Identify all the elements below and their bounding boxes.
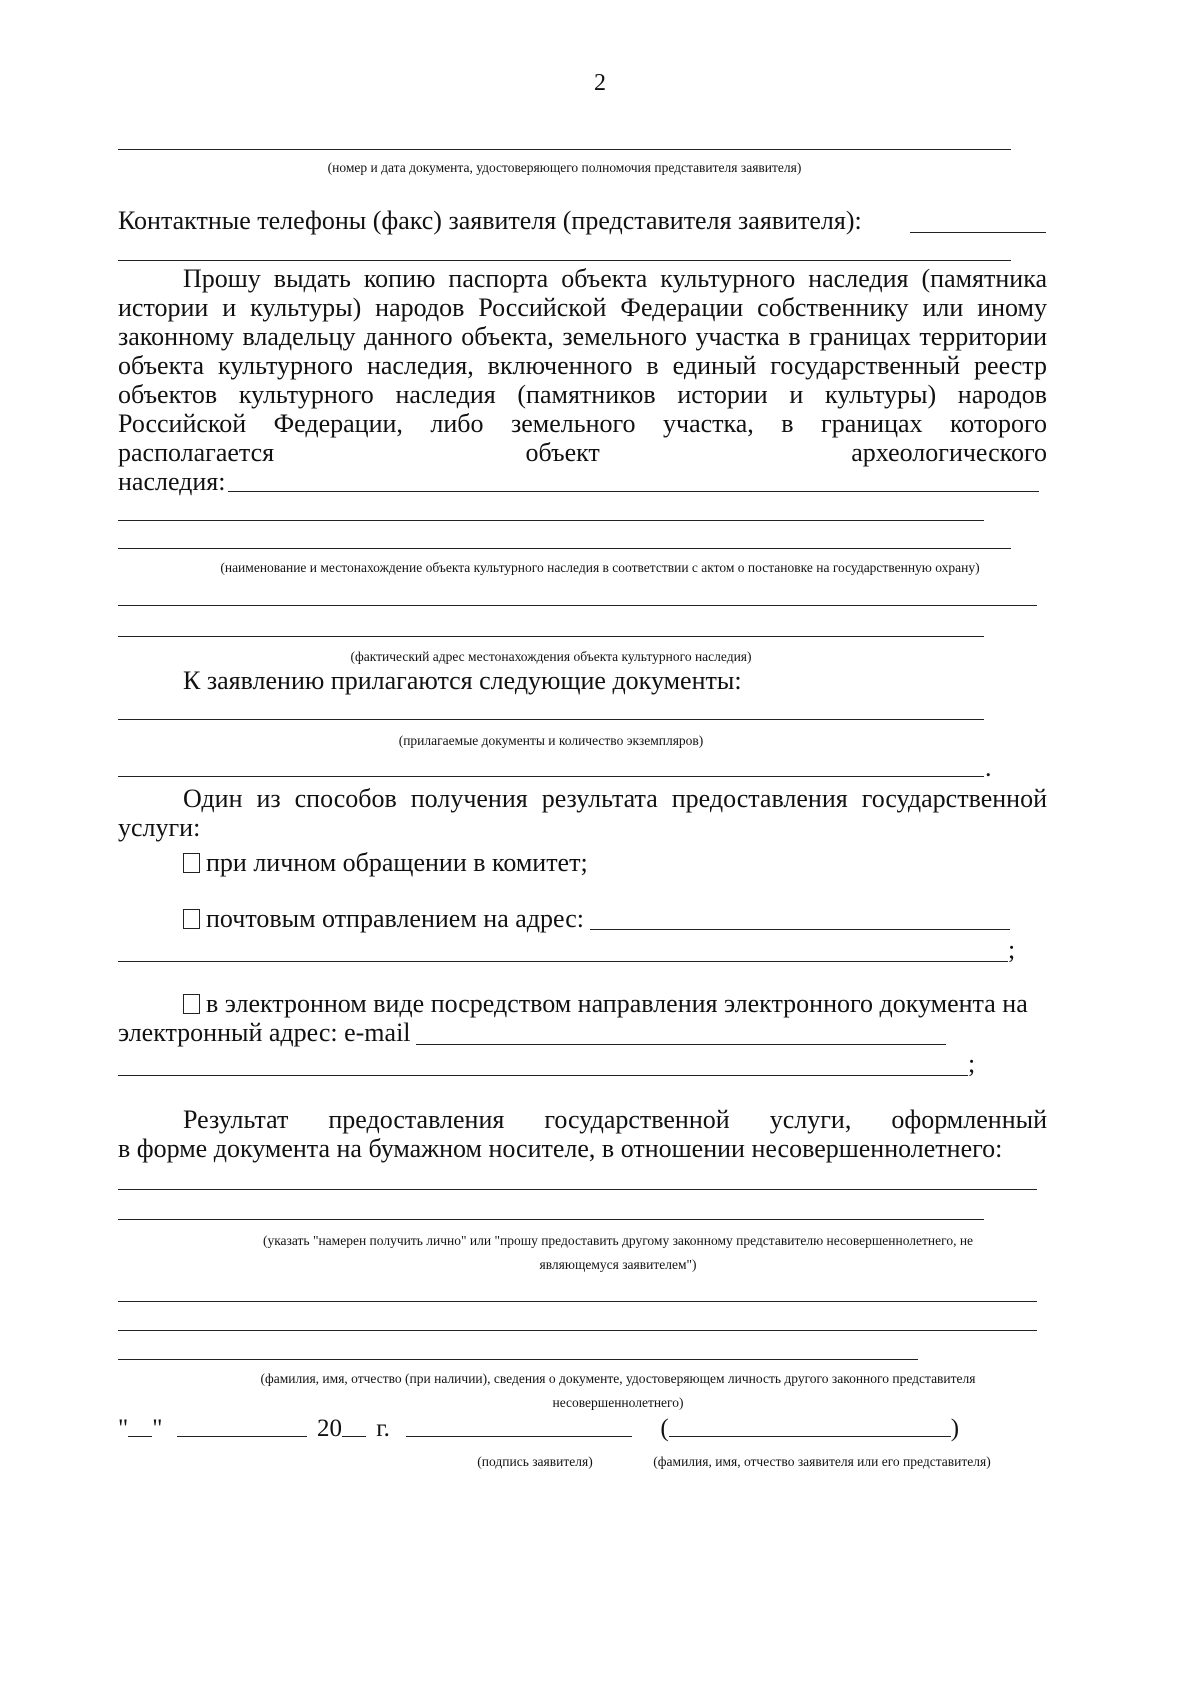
result-line-2: в форме документа на бумажном носителе, в отношении несовершеннолетнего: [118,1134,1003,1163]
caption-attachments: (прилагаемые документы и количество экземпляров) [398,733,704,748]
caption-actual-address: (фактический адрес местонахождения объекта культурного наследия) [350,649,752,664]
method-line-1: Один из способов получения результата предоставления государственной [183,784,1047,813]
fio-line-3[interactable] [118,1359,918,1360]
option-personal-label: при личном обращении в комитет; [206,848,588,877]
caption-fio-1: (фамилия, имя, отчество (при наличии), сведения о документе, удостоверяющем личность другого законного представителя [260,1371,976,1386]
date-day-field[interactable] [128,1414,152,1437]
heritage-line-2[interactable] [118,520,984,521]
attachments-line[interactable] [118,719,984,720]
caption-result-1: (указать "намерен получить лично" или "прошу предоставить другому законному представителю несовершеннолетнего, не [262,1233,974,1248]
option-electronic[interactable] [183,988,1028,1019]
email-line-1[interactable] [416,1044,946,1045]
option-personal[interactable] [183,847,588,878]
request-line-1: Прошу выдать копию паспорта объекта культурного наследия (памятника [183,264,1047,293]
rep-doc-line[interactable] [118,149,1011,150]
address-line-1[interactable] [118,605,1037,606]
caption-fio-2: несовершеннолетнего) [552,1395,684,1410]
email-semicolon: ; [968,1049,976,1078]
option-post-label: почтовым отправлением на адрес: [206,904,584,933]
date-year-field[interactable] [342,1414,366,1437]
post-address-line-2[interactable] [118,961,1008,962]
method-line-2: услуги: [118,813,201,842]
request-line-5: объектов культурного наследия (памятников истории и культуры) народов [118,380,1047,409]
checkbox-post[interactable] [183,909,200,929]
contacts-label: Контактные телефоны (факс) заявителя (представителя заявителя): [118,206,862,235]
request-line-2: истории и культуры) народов Российской Федерации собственнику или иному [118,293,1047,322]
caption-signer-name: (фамилия, имя, отчество заявителя или его представителя) [653,1454,991,1469]
paren-open: ( [660,1415,669,1442]
caption-result-2: являющемуся заявителем") [539,1257,697,1272]
option-post[interactable] [183,903,584,934]
date-quote-close: " [152,1415,163,1442]
caption-signature: (подпись заявителя) [477,1454,593,1469]
heritage-line-1[interactable] [228,491,1039,492]
option-electronic-line-2: электронный адрес: e-mail [118,1018,411,1047]
request-line-4: объекта культурного наследия, включенного в единый государственный реестр [118,351,1047,380]
fio-line-2[interactable] [118,1330,1037,1331]
signer-name-field[interactable] [669,1414,951,1437]
fio-line-1[interactable] [118,1301,1037,1302]
page-number: 2 [594,70,606,96]
date-signature-row [118,1413,959,1444]
attachments-period: . [985,753,992,782]
caption-rep-doc: (номер и дата документа, удостоверяющего полномочия представителя заявителя) [327,160,802,175]
option-electronic-label: в электронном виде посредством направления электронного документа на [206,989,1028,1018]
checkbox-personal[interactable] [183,853,200,873]
attachments-line-2[interactable] [118,776,984,777]
contacts-line[interactable] [118,260,1011,261]
post-semicolon: ; [1008,935,1016,964]
caption-object-name: (наименование и местонахождение объекта культурного наследия в соответствии с актом о постановке на государственную охрану) [220,560,980,575]
result-line-a[interactable] [118,1189,1037,1190]
date-year-suffix: г. [376,1415,390,1442]
heritage-line-3[interactable] [118,548,1011,549]
checkbox-electronic[interactable] [183,994,200,1014]
signature-field[interactable] [406,1414,632,1437]
request-line-6: Российской Федерации, либо земельного участка, в границах которого [118,409,1047,438]
date-year-prefix: 20 [316,1415,342,1442]
email-line-2[interactable] [118,1075,968,1076]
date-month-field[interactable] [177,1414,307,1437]
result-line-b[interactable] [118,1219,984,1220]
paren-close: ) [950,1415,960,1442]
address-line-2[interactable] [118,636,984,637]
post-address-line-1[interactable] [590,929,1010,930]
contacts-line-end[interactable] [910,232,1046,233]
result-line-1: Результат предоставления государственной услуги, оформленный [183,1105,1047,1134]
request-line-7: располагается объект археологического [118,438,1047,467]
request-line-3: законному владельцу данного объекта, земельного участка в границах территории [118,322,1047,351]
request-line-8: наследия: [118,467,226,496]
attachments-label: К заявлению прилагаются следующие документы: [183,666,742,695]
date-quote-open: " [118,1415,129,1442]
